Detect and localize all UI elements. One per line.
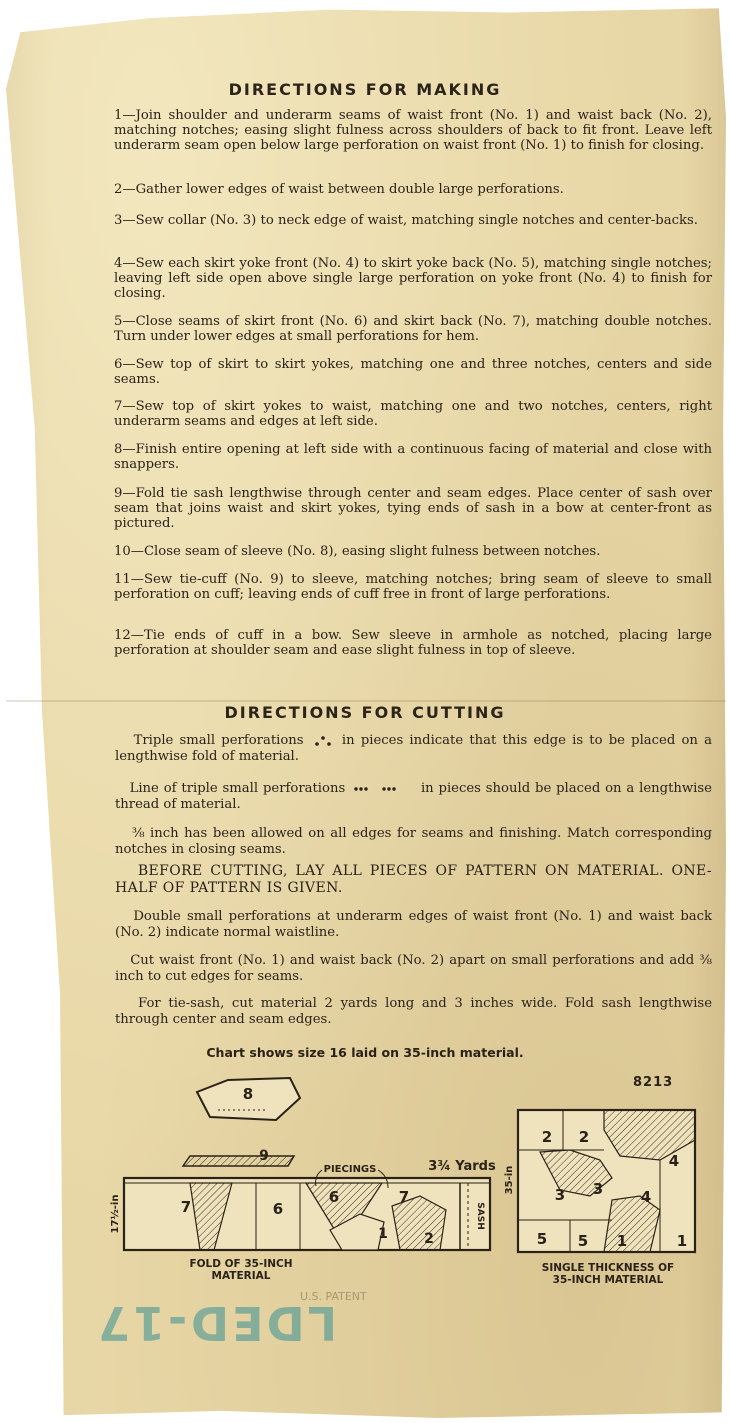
piece-label-6: 6	[328, 1188, 340, 1206]
step-number: 2—	[114, 182, 136, 197]
step-number: 10—	[114, 544, 144, 559]
step-number: 3—	[114, 213, 136, 228]
step-text: Sew top of skirt to skirt yokes, matching one and three notches, centers and side seams.	[114, 357, 712, 387]
step-text: Fold tie sash lengthwise through center and seam edges. Place center of sash over seam that joins waist and skirt yokes, tying ends of sash in a bow at center-front as pictured.	[114, 486, 712, 531]
seam-allowance-text: ⅜ inch has been allowed on all edges for seams and finishing. Match corresponding notches in closing seams.	[115, 826, 713, 857]
piece-label-7: 7	[398, 1188, 410, 1206]
piecings-label: PIECINGS	[323, 1164, 377, 1175]
cut-apart-text: Cut waist front (No. 1) and waist back (No. 2) apart on small perforations and add ⅜ inch to cut edges for seams.	[115, 953, 712, 984]
piece-label-8: 8	[242, 1085, 254, 1103]
waistline-text: Double small perforations at underarm edges of waist front (No. 1) and waist back (No. 2) indicate normal waistline.	[115, 909, 713, 940]
sash-label: SASH	[475, 1202, 485, 1230]
step-text: Sew each skirt yoke front (No. 4) to skirt yoke back (No. 5), matching single notches; leaving left side open above single large perforation on yoke front (No. 4) to finish for closing.	[114, 256, 712, 301]
left-caption-line-2: MATERIAL	[211, 1270, 271, 1282]
step-text: Close seams of skirt front (No. 6) and skirt back (No. 7), matching double notches. Turn under lower edges at small perforations for hem.	[114, 314, 712, 344]
piece-label-3: 3	[554, 1186, 566, 1204]
right-layout-caption	[528, 1262, 688, 1286]
step-number: 11—	[114, 572, 144, 587]
step-text: Tie ends of cuff in a bow. Sew sleeve in armhole as notched, placing large perforation at shoulder seam and ease slight fulness in top of sleeve.	[114, 628, 712, 658]
piece-label-1: 1	[616, 1232, 628, 1250]
piece-label-5: 5	[536, 1230, 548, 1248]
piece-9-cuff	[183, 1156, 294, 1166]
fold-perforation-text-a: Triple small perforations	[133, 733, 304, 748]
step-text: Gather lower edges of waist between double large perforations.	[135, 182, 564, 197]
cutting-title: DIRECTIONS FOR CUTTING	[224, 703, 506, 722]
pattern-number: 8213	[633, 1075, 674, 1090]
ink-stamp: LDED-17	[95, 1296, 338, 1350]
step-text: Sew top of skirt yokes to waist, matching one and two notches, centers, right underarm seams and edges at left side.	[114, 399, 712, 429]
piece-label-2: 2	[541, 1128, 553, 1146]
making-title: DIRECTIONS FOR MAKING	[228, 80, 502, 99]
tie-sash-text: For tie-sash, cut material 2 yards long and 3 inches wide. Fold sash lengthwise through center and seam edges.	[115, 996, 712, 1027]
piece-label-5: 5	[577, 1232, 589, 1250]
left-width-label: 17½-in	[110, 1194, 121, 1234]
step-number: 4—	[114, 256, 136, 271]
waste-area	[604, 1196, 660, 1252]
step-number: 9—	[114, 486, 136, 501]
step-text: Sew collar (No. 3) to neck edge of waist, matching single notches and center-backs.	[135, 213, 698, 228]
faint-patent-text: U.S. PATENT	[300, 1290, 367, 1303]
step-number: 12—	[114, 628, 144, 643]
step-number: 1—	[114, 108, 136, 123]
step-text: Close seam of sleeve (No. 8), easing slight fulness between notches.	[143, 544, 601, 559]
step-number: 8—	[114, 442, 136, 457]
left-caption-line-1: FOLD OF 35-INCH	[189, 1258, 293, 1270]
step-text: Join shoulder and underarm seams of waist front (No. 1) and waist back (No. 2), matching notches; easing slight fulness across shoulders of back to fit front. Leave left underarm seam open below large perforation on waist front (No. 1) to finish for closing.	[114, 108, 712, 153]
piece-label-3: 3	[592, 1180, 604, 1198]
piece-label-4: 4	[640, 1188, 652, 1206]
piece-label-9: 9	[259, 1148, 269, 1164]
right-width-label: 35-in	[504, 1165, 515, 1195]
step-number: 6—	[114, 357, 136, 372]
step-text: Sew tie-cuff (No. 9) to sleeve, matching notches; bring seam of sleeve to small perforation on cuff; leaving ends of cuff free in front of large perforations.	[114, 572, 712, 602]
piece-label-2: 2	[424, 1231, 434, 1247]
before-cutting-text: BEFORE CUTTING, LAY ALL PIECES OF PATTERN ON MATERIAL. ONE-HALF OF PATTERN IS GIVEN.	[115, 863, 712, 896]
piece-label-6: 6	[272, 1200, 284, 1218]
right-caption-line-1: SINGLE THICKNESS OF	[541, 1262, 675, 1274]
piece-label-2: 2	[578, 1128, 590, 1146]
chart-title: Chart shows size 16 laid on 35-inch material.	[206, 1045, 524, 1060]
thread-perforation-text-b: in pieces should be placed on a lengthwise thread of material.	[115, 781, 712, 812]
step-text: Finish entire opening at left side with a continuous facing of material and close with snappers.	[114, 442, 712, 472]
thread-perforation-text-a: Line of triple small perforations	[129, 781, 346, 796]
piece-label-1: 1	[676, 1232, 688, 1250]
piece-label-1: 1	[378, 1226, 388, 1242]
right-caption-line-2: 35-INCH MATERIAL	[552, 1274, 664, 1286]
piece-label-7: 7	[180, 1198, 192, 1216]
fold-perforation-text-b: in pieces indicate that this edge is to be placed on a lengthwise fold of material.	[115, 733, 712, 764]
left-layout-caption	[176, 1258, 306, 1282]
step-number: 5—	[114, 314, 136, 329]
yardage-label: 3¾ Yards	[428, 1159, 496, 1174]
piece-label-4: 4	[668, 1152, 680, 1170]
step-number: 7—	[114, 399, 136, 414]
